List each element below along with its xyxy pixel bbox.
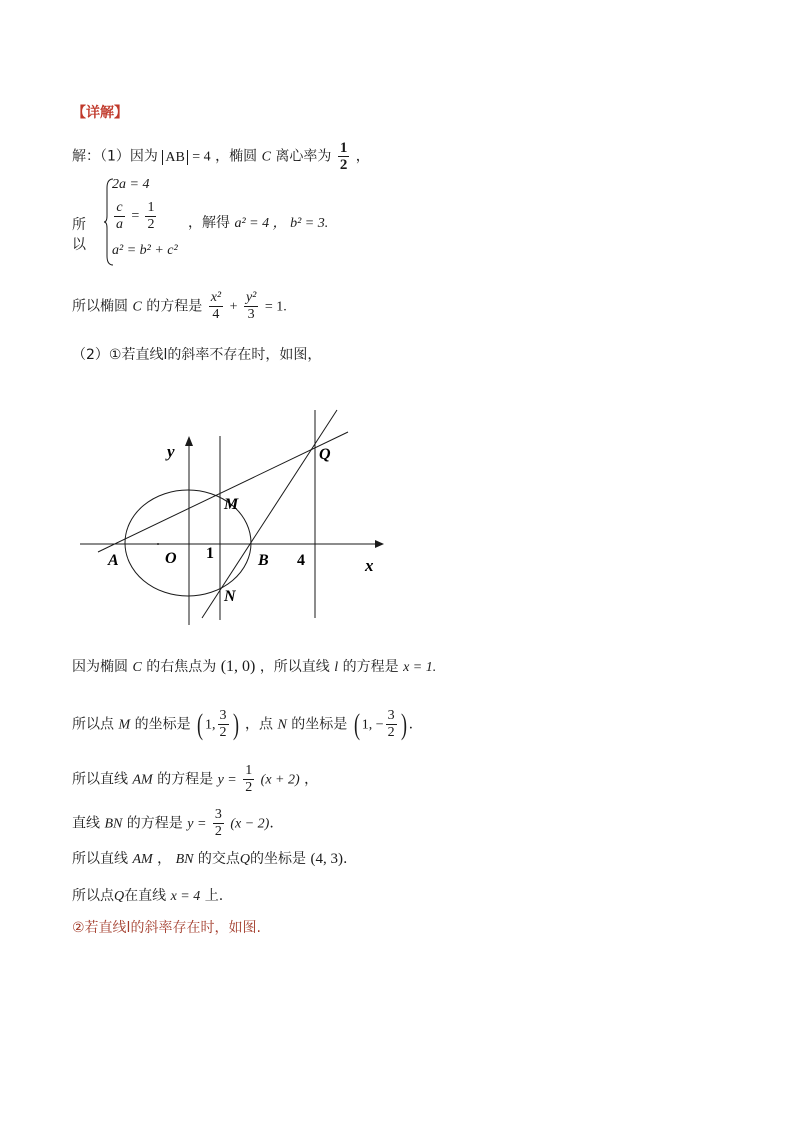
var-bn: BN — [175, 852, 194, 867]
text: 的坐标是 — [134, 716, 191, 733]
fraction — [213, 807, 224, 840]
y-eq: y = — [217, 772, 237, 788]
system-eq-1: 2a = 4 — [112, 177, 150, 192]
text: 的方程是 — [157, 771, 214, 788]
den: 3 — [247, 307, 255, 322]
label-one: 1 — [206, 545, 214, 562]
text: 离心率为 — [275, 148, 332, 165]
var-m: M — [118, 717, 131, 733]
den: 2 — [339, 157, 348, 173]
den: 2 — [147, 217, 155, 232]
line-am-equation — [72, 763, 318, 796]
points-line — [72, 708, 413, 741]
paren: ) — [400, 707, 407, 741]
var-c: C — [132, 660, 142, 675]
coord: 1, — [205, 717, 216, 733]
label-y: y — [167, 442, 175, 461]
y-arrow-icon — [185, 436, 193, 446]
system-eq-3: a² = b² + c² — [112, 243, 178, 258]
end: . — [269, 815, 274, 832]
paren: ) — [232, 707, 239, 741]
text: 直线 — [72, 815, 100, 832]
paren: ( — [197, 707, 204, 741]
text: ，解得 — [188, 215, 230, 231]
solve-result — [188, 214, 328, 233]
label-o: O — [165, 550, 177, 567]
var-am: AM — [132, 852, 153, 867]
text: ， — [355, 148, 370, 165]
text: ， — [157, 851, 172, 867]
focus-line — [72, 658, 436, 677]
var-l: l — [334, 660, 339, 675]
num: c — [114, 200, 125, 217]
num: 3 — [214, 807, 222, 822]
text: 在直线 — [124, 888, 167, 904]
geometry-figure — [72, 380, 392, 630]
part-2-case-2: ②若直线l的斜率存在时，如图. — [72, 920, 261, 936]
intersection-line — [72, 850, 347, 869]
text: 的右焦点为 — [146, 659, 217, 675]
eq: x = 1. — [403, 660, 437, 675]
paren: ( — [353, 707, 360, 741]
den: 2 — [245, 780, 253, 795]
fraction-y2-3 — [244, 290, 258, 323]
text: 上. — [204, 888, 224, 904]
fraction-x2-4 — [209, 290, 223, 323]
text: 的方程是 — [146, 298, 203, 315]
label-b: B — [258, 552, 269, 569]
den: a — [116, 217, 123, 232]
line-bn-equation — [72, 807, 274, 840]
var-n: N — [277, 717, 287, 733]
coord: (4, 3) — [310, 851, 343, 867]
text: 所以直线 — [72, 771, 128, 788]
num: x² — [210, 290, 222, 305]
expr: (x + 2) — [260, 772, 300, 788]
label-m: M — [224, 496, 239, 513]
text: 所以点 — [72, 716, 114, 733]
eq: = 1. — [264, 299, 287, 315]
den: 2 — [219, 725, 227, 740]
num: y² — [245, 290, 257, 305]
fraction — [218, 708, 229, 741]
text: 所以直线 — [72, 851, 128, 867]
text: ，椭圆 — [215, 148, 258, 165]
var-c: C — [132, 299, 142, 315]
part-2-case-1: （2）①若直线l的斜率不存在时，如图， — [72, 347, 322, 363]
label-q: Q — [319, 446, 331, 463]
text: 解：（1）因为 — [72, 148, 158, 165]
text: 所以 — [72, 217, 86, 253]
coord: 1, − — [361, 717, 384, 733]
text: 的坐标是 — [250, 851, 307, 867]
solution-line-1 — [72, 140, 370, 173]
den: 2 — [214, 824, 222, 839]
num: 1 — [245, 763, 253, 778]
result: a² = 4 ， b² = 3. — [234, 216, 329, 231]
dot — [157, 543, 159, 545]
text: 的交点 — [197, 851, 240, 867]
den: 4 — [212, 307, 220, 322]
var-am: AM — [132, 772, 153, 788]
ab-abs: AB — [162, 150, 187, 165]
q-on-line — [72, 887, 223, 906]
text: ，所以直线 — [259, 659, 330, 675]
system-eq-2 — [112, 200, 158, 233]
text: ， — [304, 771, 319, 788]
label-a: A — [108, 552, 119, 569]
num: 3 — [219, 708, 227, 723]
text: 的坐标是 — [291, 716, 348, 733]
label-x: x — [365, 556, 374, 575]
text: 的方程是 — [342, 659, 399, 675]
solution-header: 【详解】 — [72, 105, 128, 121]
den: 2 — [387, 725, 395, 740]
var-bn: BN — [104, 816, 123, 832]
fraction-c-a — [114, 200, 125, 233]
eq: x = 4 — [170, 889, 201, 904]
end: . — [408, 716, 414, 733]
num: 1 — [147, 200, 155, 215]
fraction-half — [338, 140, 350, 173]
y-eq: y = — [187, 816, 207, 832]
num: 1 — [339, 140, 348, 156]
end: . — [343, 851, 348, 867]
ellipse-equation-line — [72, 290, 287, 323]
expr: (x − 2) — [230, 816, 270, 832]
text: 所以点 — [72, 888, 114, 904]
fraction — [243, 763, 254, 796]
num: 3 — [387, 708, 395, 723]
var-q: Q — [114, 889, 125, 904]
text: 所以椭圆 — [72, 298, 128, 315]
var-q: Q — [239, 852, 251, 867]
label-n: N — [224, 588, 236, 605]
fraction-half — [145, 200, 156, 233]
var-c: C — [261, 149, 271, 165]
line-bnq — [202, 410, 337, 618]
focus: (1, 0) — [220, 658, 256, 675]
x-arrow-icon — [375, 540, 384, 548]
plus: + — [229, 299, 238, 315]
text: 因为椭圆 — [72, 659, 128, 675]
text: ，点 — [244, 716, 273, 733]
fraction — [386, 708, 397, 741]
text: 的方程是 — [126, 815, 183, 832]
eq: = — [130, 208, 140, 224]
label-four: 4 — [297, 552, 305, 569]
eq: = 4 — [192, 149, 211, 165]
